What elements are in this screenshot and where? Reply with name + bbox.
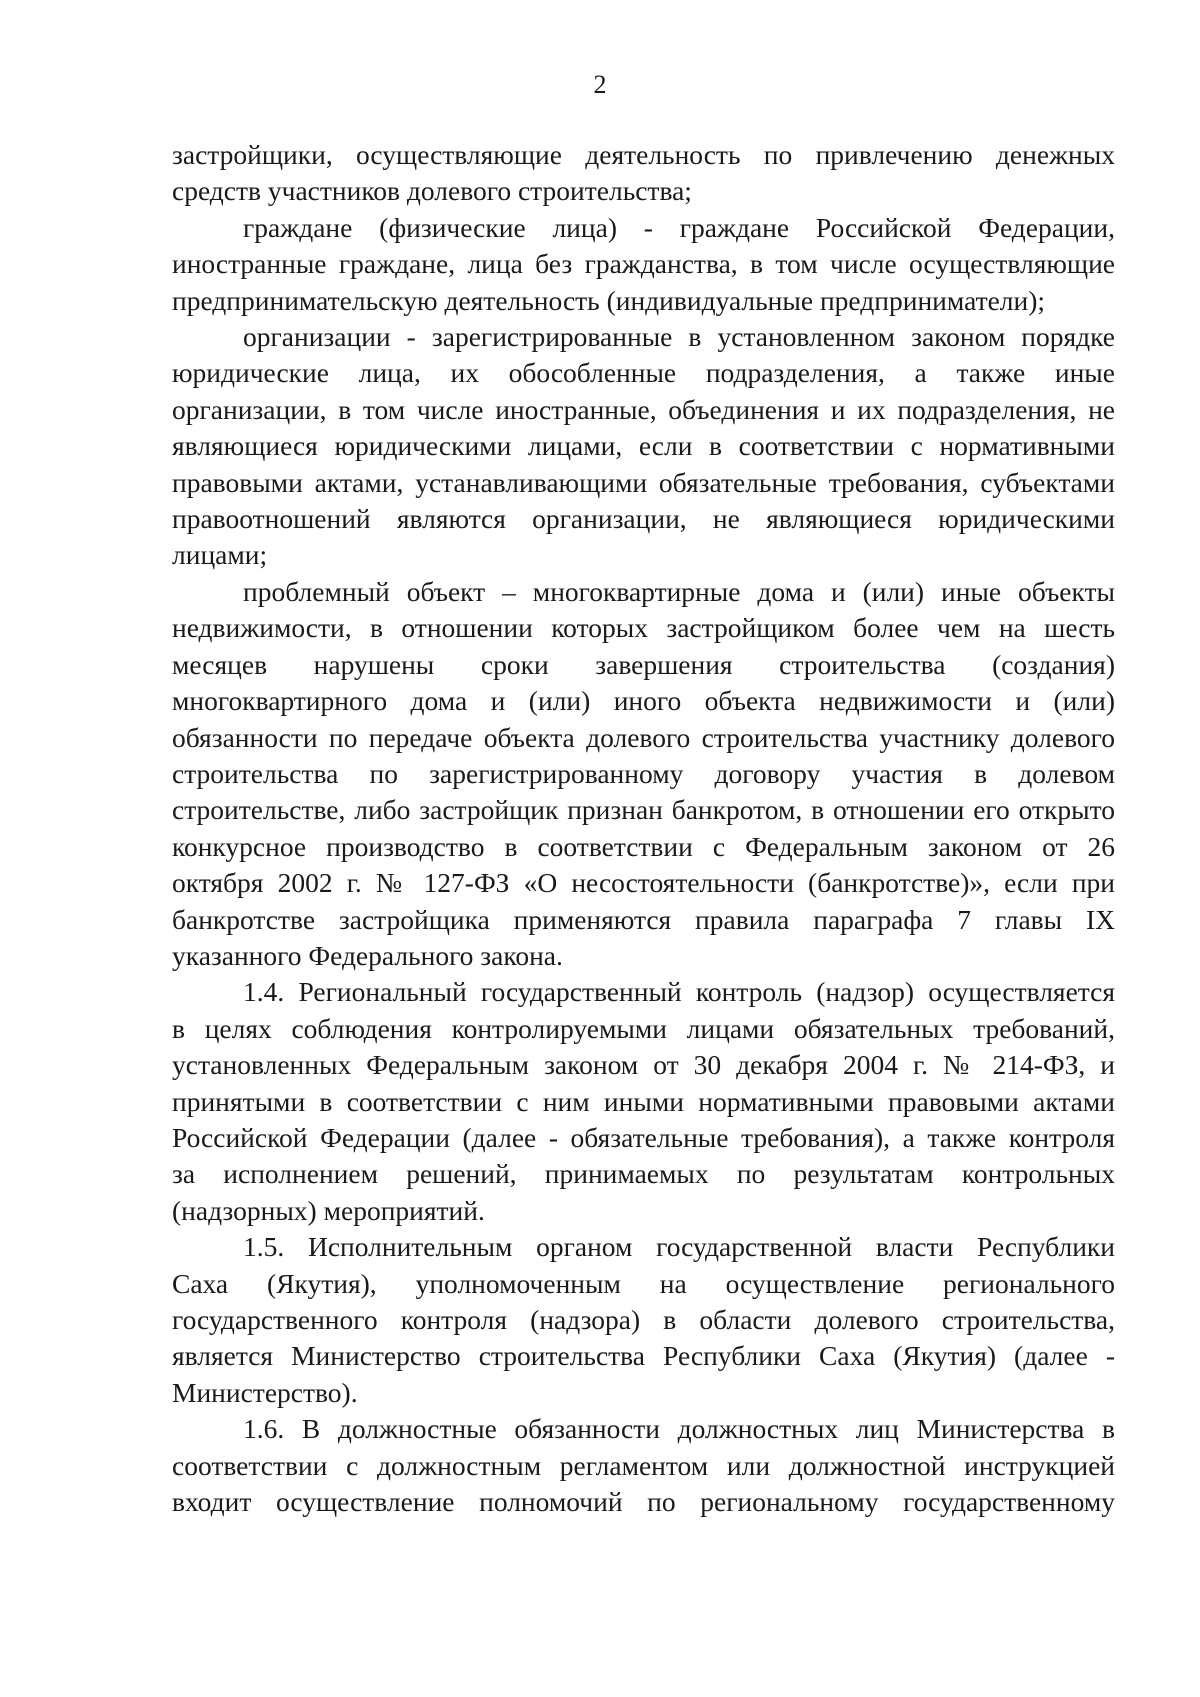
paragraph-line: банкротстве застройщика применяются правила параграфа 7 главы IX <box>172 903 1115 935</box>
paragraph-line: строительстве, либо застройщик признан банкротом, в отношении его открыто <box>172 794 1115 826</box>
paragraph-line: соответствии с должностным регламентом или должностной инструкцией <box>172 1449 1115 1481</box>
paragraph-line: Саха (Якутия), уполномоченным на осуществление регионального <box>172 1267 1115 1299</box>
paragraph-first-line: застройщики, осуществляющие деятельность по привлечению денежных <box>172 139 1115 170</box>
paragraph-first-line: 1.6. В должностные обязанности должностных лиц Министерства в <box>243 1413 1115 1445</box>
paragraph-line: многоквартирного дома и (или) иного объекта недвижимости и (или) <box>172 685 1115 717</box>
paragraph-first-line: граждане (физические лица) - граждане Российской Федерации, <box>243 211 1115 243</box>
paragraph-line: (надзорных) мероприятий. <box>172 1194 485 1226</box>
paragraph-line: обязанности по передаче объекта долевого строительства участнику долевого <box>172 721 1115 753</box>
paragraph-line: правоотношений являются организации, не являющиеся юридическими <box>172 503 1115 535</box>
paragraph-line: Министерство). <box>172 1376 358 1408</box>
paragraph-line: являющиеся юридическими лицами, если в соответствии с нормативными <box>172 430 1115 462</box>
paragraph-line: юридические лица, их обособленные подразделения, а также иные <box>172 357 1115 389</box>
paragraph-line: государственного контроля (надзора) в области долевого строительства, <box>172 1304 1115 1335</box>
paragraph-line: организации, в том числе иностранные, объединения и их подразделения, не <box>172 393 1115 425</box>
paragraph-line: в целях соблюдения контролируемыми лицами обязательных требований, <box>172 1012 1115 1044</box>
paragraph-line: лицами; <box>172 539 268 571</box>
paragraph-first-line: организации - зарегистрированные в установленном законом порядке <box>243 321 1115 353</box>
paragraph-line: строительства по зарегистрированному договору участия в долевом <box>172 757 1115 789</box>
paragraph-first-line: 1.4. Региональный государственный контроль (надзор) осуществляется <box>243 976 1115 1008</box>
paragraph-line: месяцев нарушены сроки завершения строительства (создания) <box>172 648 1115 680</box>
paragraph-line: средств участников долевого строительства; <box>172 175 692 207</box>
document-body <box>172 137 1115 1520</box>
paragraph-line: недвижимости, в отношении которых застройщиком более чем на шесть <box>172 612 1115 644</box>
paragraph-line: указанного Федерального закона. <box>172 939 563 971</box>
paragraph-line: правовыми актами, устанавливающими обязательные требования, субъектами <box>172 466 1115 498</box>
page-number: 2 <box>593 70 607 99</box>
paragraph-line: Российской Федерации (далее - обязательные требования), а также контроля <box>172 1121 1115 1153</box>
paragraph-line: конкурсное производство в соответствии с Федеральным законом от 26 <box>172 830 1115 862</box>
paragraph-line: предпринимательскую деятельность (индивидуальные предприниматели); <box>172 284 1046 316</box>
paragraph-line: октября 2002 г. № 127-ФЗ «О несостоятельности (банкротстве)», если при <box>172 867 1115 899</box>
paragraph-line: входит осуществление полномочий по региональному государственному <box>172 1486 1115 1518</box>
paragraph-first-line: проблемный объект – многоквартирные дома и (или) иные объекты <box>243 575 1115 607</box>
paragraph-line: принятыми в соответствии с ним иными нормативными правовыми актами <box>172 1085 1115 1117</box>
paragraph-first-line: 1.5. Исполнительным органом государственной власти Республики <box>243 1231 1115 1263</box>
paragraph-line: за исполнением решений, принимаемых по результатам контрольных <box>172 1158 1115 1190</box>
paragraph-line: иностранные граждане, лица без гражданства, в том числе осуществляющие <box>172 248 1115 280</box>
paragraph-line: является Министерство строительства Республики Саха (Якутия) (далее - <box>172 1340 1115 1372</box>
paragraph-line: установленных Федеральным законом от 30 декабря 2004 г. № 214-ФЗ, и <box>172 1049 1115 1081</box>
